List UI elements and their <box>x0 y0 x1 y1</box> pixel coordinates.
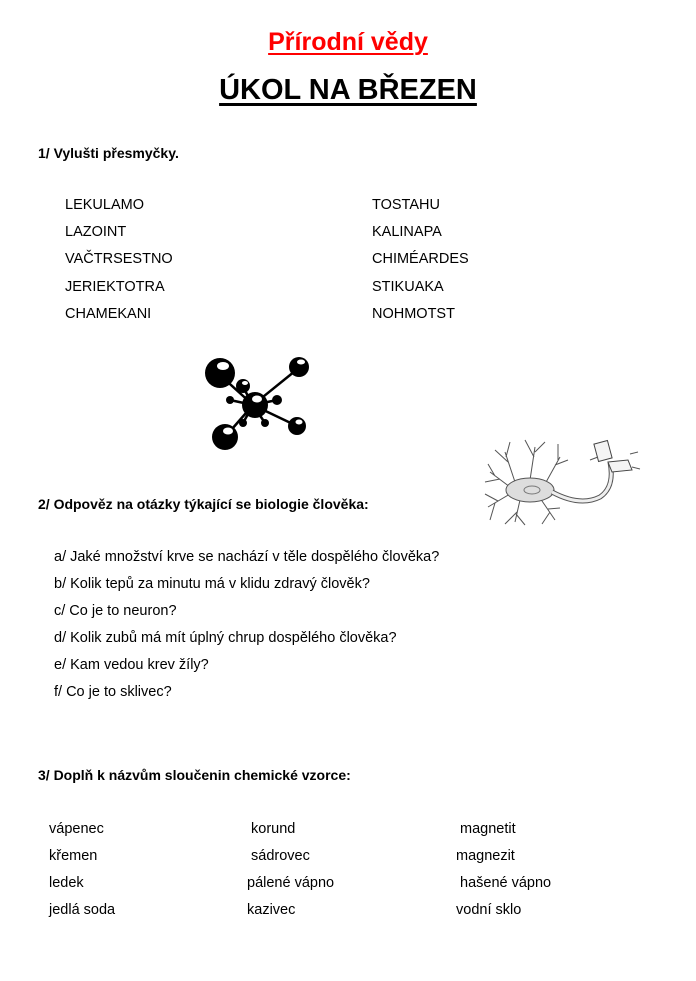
compound-col1-2: křemen <box>49 848 98 864</box>
compound-col2-1: korund <box>251 821 296 837</box>
anagram-right-2: KALINAPA <box>372 224 442 240</box>
compound-col1-1: vápenec <box>49 821 104 837</box>
question-f: f/ Co je to sklivec? <box>54 684 172 700</box>
compound-col2-4: kazivec <box>247 902 296 918</box>
compound-col2-3: pálené vápno <box>247 875 335 891</box>
compound-col3-1: magnetit <box>460 821 516 837</box>
compound-col1-3: ledek <box>49 875 84 891</box>
anagram-right-1: TOSTAHU <box>372 197 440 213</box>
question-c: c/ Co je to neuron? <box>54 603 177 619</box>
page-subtitle: ÚKOL NA BŘEZEN <box>219 74 477 106</box>
compound-col3-4: vodní sklo <box>456 902 522 918</box>
compound-col1-4: jedlá soda <box>49 902 116 918</box>
question-a: a/ Jaké množství krve se nachází v těle dospělého člověka? <box>54 549 440 565</box>
anagram-left-2: LAZOINT <box>65 224 127 240</box>
section3-heading: 3/ Doplň k názvům sloučenin chemické vzorce: <box>38 767 351 783</box>
compound-col2-2: sádrovec <box>251 848 310 864</box>
anagram-left-4: JERIEKTOTRA <box>65 279 165 295</box>
anagram-right-3: CHIMÉARDES <box>372 251 469 267</box>
compound-col3-3: hašené vápno <box>460 875 552 891</box>
anagram-right-5: NOHMOTST <box>372 306 455 322</box>
anagram-left-1: LEKULAMO <box>65 197 144 213</box>
question-b: b/ Kolik tepů za minutu má v klidu zdravý člověk? <box>54 576 370 592</box>
neuron-illustration <box>480 432 650 527</box>
molecule-illustration <box>195 350 325 455</box>
anagram-right-4: STIKUAKA <box>372 279 444 295</box>
section2-heading: 2/ Odpověz na otázky týkající se biologie člověka: <box>38 496 369 512</box>
page-title: Přírodní vědy <box>268 28 428 56</box>
section1-heading: 1/ Vylušti přesmyčky. <box>38 145 179 161</box>
question-e: e/ Kam vedou krev žíly? <box>54 657 209 673</box>
compound-col3-2: magnezit <box>456 848 515 864</box>
anagram-left-3: VAČTRSESTNO <box>65 251 173 267</box>
anagram-left-5: CHAMEKANI <box>65 306 152 322</box>
question-d: d/ Kolik zubů má mít úplný chrup dospělého člověka? <box>54 630 397 646</box>
